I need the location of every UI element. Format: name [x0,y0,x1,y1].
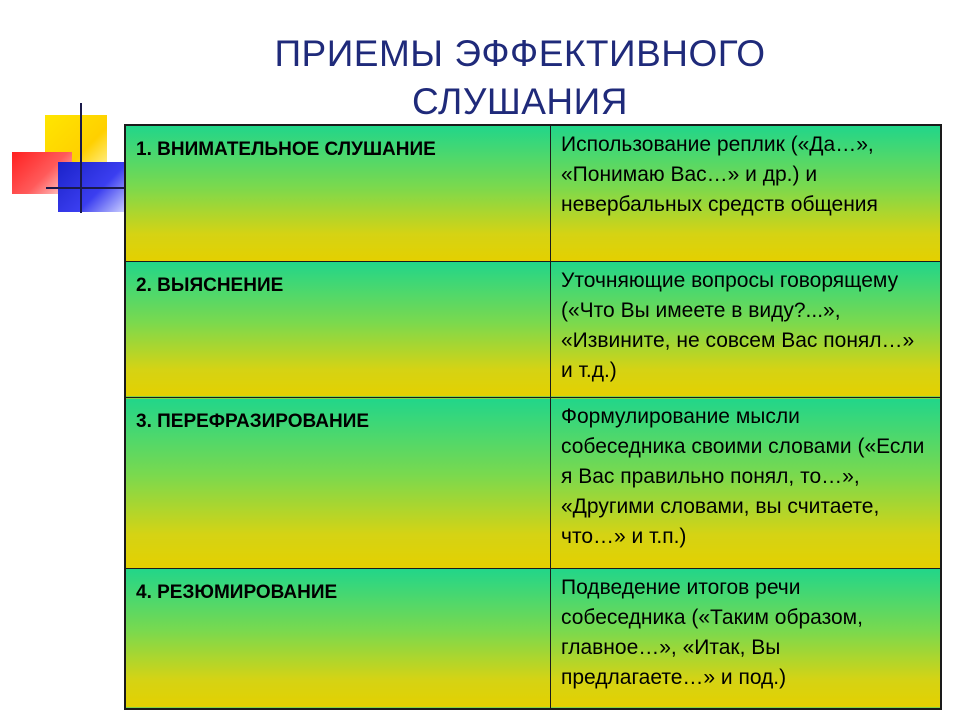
decorative-squares [0,0,130,230]
table-row [125,125,941,261]
slide-title-line-1: ПРИЕМЫ ЭФФЕКТИВНОГО [274,33,766,74]
description-cell: Формулирование мысли собеседника своими словами («Если я Вас правильно понял, то…», «Другими словами, вы считаете, что…» и т.п.) [551,398,942,569]
horizontal-line [46,187,130,189]
table-row [125,568,941,709]
slide-title-line-2: СЛУШАНИЯ [412,81,628,122]
technique-cell: 1. ВНИМАТЕЛЬНОЕ СЛУШАНИЕ [125,125,551,261]
technique-cell: 3. ПЕРЕФРАЗИРОВАНИЕ [125,398,551,569]
description-cell: Подведение итогов речи собеседника («Таким образом, главное…», «Итак, Вы предлагаете…» и под.) [551,568,942,709]
table-row [125,261,941,397]
description-cell: Использование реплик («Да…», «Понимаю Вас…» и др.) и невербальных средств общения [551,125,942,261]
techniques-table [124,124,942,710]
description-cell: Уточняющие вопросы говорящему («Что Вы имеете в виду?...», «Извините, не совсем Вас понял…» и т.д.) [551,261,942,397]
slide-title [150,30,890,126]
technique-cell: 4. РЕЗЮМИРОВАНИЕ [125,568,551,709]
vertical-line [80,103,82,213]
table-row [125,398,941,569]
technique-cell: 2. ВЫЯСНЕНИЕ [125,261,551,397]
